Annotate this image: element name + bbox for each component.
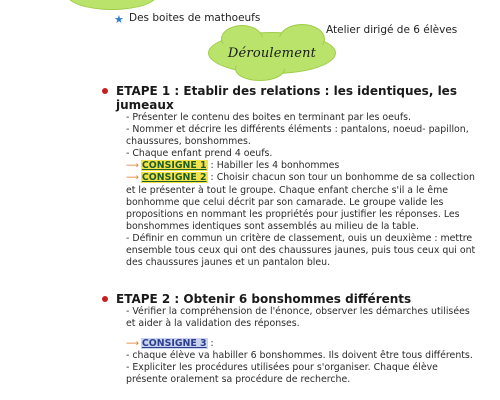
body-line: ensemble tous ceux qui ont des chaussures jaunes, puis tous ceux qui ont xyxy=(126,245,476,257)
section-title: Déroulement xyxy=(227,45,317,61)
body-line: - Définir en commun un critère de classement, ouis un deuxième : mettre xyxy=(126,232,473,244)
consigne-1-line: ⟶ CONSIGNE 1 : Habiller les 4 bonhommes xyxy=(126,160,340,172)
body-line: des chaussures jaunes et un pantalon bleu. xyxy=(126,257,331,269)
etape-1-section xyxy=(112,84,492,269)
body-line: bonhomme que celui décrit par son camarade. Le groupe valide les xyxy=(126,196,444,208)
body-line: présente oralement sa procédure de recherche. xyxy=(126,374,351,386)
etape-2-section xyxy=(112,292,492,387)
body-line: - Expliciter les procédures utilisées pour s'organiser. Chaque élève xyxy=(126,362,438,374)
workshop-label: Atelier dirigé de 6 élèves xyxy=(326,24,458,36)
arrow-icon: ⟶ xyxy=(126,161,139,172)
cloud-banner xyxy=(208,32,336,74)
body-line: propositions en nommant les propriétés pour justifier les réponses. Les xyxy=(126,208,460,220)
bullet-icon xyxy=(102,296,108,302)
body-line: - Présenter le contenu des boites en terminant par les oeufs. xyxy=(126,112,412,123)
top-cloud-decoration xyxy=(66,0,158,10)
body-line: - chaque élève va habiller 6 bonshommes. Ils doivent être tous différents. xyxy=(126,350,473,362)
activity-title: Des boites de mathoeufs xyxy=(129,12,261,24)
consigne-2-label: CONSIGNE 2 xyxy=(141,172,207,184)
etape-1-heading: ETAPE 1 : Etablir des relations : les identiques, les jumeaux xyxy=(112,84,492,112)
consigne-1-label: CONSIGNE 1 xyxy=(141,160,207,172)
consigne-3-label: CONSIGNE 3 xyxy=(141,338,207,350)
bullet-icon xyxy=(102,88,108,94)
etape-2-heading: ETAPE 2 : Obtenir 6 bonshommes différents xyxy=(112,292,492,306)
consigne-2-line: ⟶ CONSIGNE 2 : Choisir chacun son tour un bonhomme de sa collection xyxy=(126,172,475,184)
body-line: - Vérifier la compréhension de l'énonce, observer les démarches utilisées xyxy=(126,306,470,317)
body-line: - Chaque enfant prend 4 oeufs. xyxy=(126,148,273,160)
consigne-3-line: ⟶ CONSIGNE 3 : xyxy=(126,338,214,350)
body-line: chaussures, bonshommes. xyxy=(126,136,251,148)
body-line: et aider à la validation des réponses. xyxy=(126,318,300,330)
arrow-icon: ⟶ xyxy=(126,339,139,350)
star-icon: ★ xyxy=(114,13,124,26)
body-line: et le présenter à tout le groupe. Chaque enfant cherche s'il a le ême xyxy=(126,184,449,196)
body-line: - Nommer et décrire les différents éléments : pantalons, noeud- papillon, xyxy=(126,124,469,136)
body-line: bonshommes identiques sont assemblés au milieu de la table. xyxy=(126,220,420,232)
arrow-icon: ⟶ xyxy=(126,173,139,184)
